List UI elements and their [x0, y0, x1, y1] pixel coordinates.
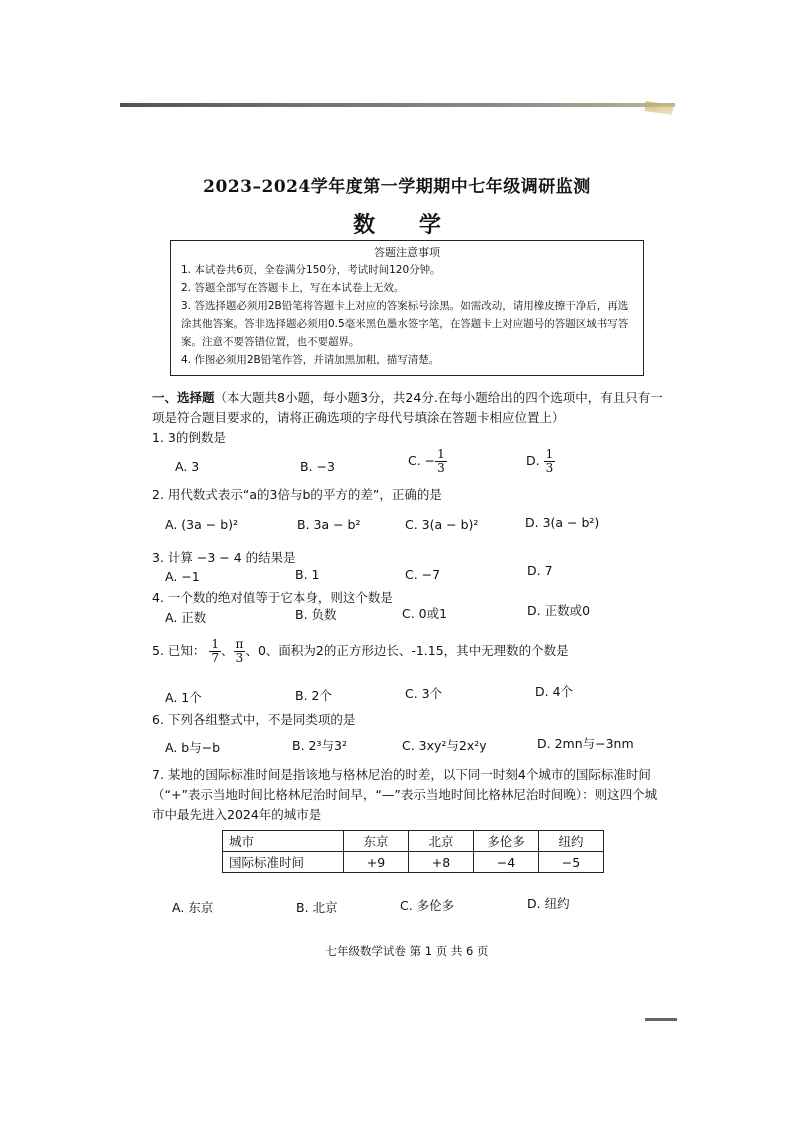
q1-option-b: B. −3	[300, 459, 335, 474]
table-cell: 东京	[344, 831, 409, 852]
table-row	[223, 831, 604, 852]
table-row	[223, 852, 604, 873]
table-cell: 北京	[409, 831, 474, 852]
q2-option-a: A. (3a − b)²	[165, 517, 239, 532]
section-heading-text: （本大题共8小题，每小题3分，共24分.在每小题给出的四个选项中，有且只有一项是符合题目要求的，请将正确选项的字母代号填涂在答题卡相应位置上）	[152, 390, 663, 425]
table-cell: +9	[344, 852, 409, 873]
q2-option-c: C. 3(a − b)²	[405, 517, 479, 532]
q5-option-b: B. 2个	[295, 688, 332, 703]
q6-option-d: D. 2mn与−3nm	[537, 736, 634, 751]
q5-suffix: 、0、面积为2的正方形边长、-1.15，其中无理数的个数是	[245, 643, 569, 658]
q7-option-a: A. 东京	[172, 900, 214, 915]
table-cell: −5	[539, 852, 604, 873]
q1-option-c-label: C. −	[408, 453, 436, 468]
fraction-denominator: 3	[235, 651, 244, 665]
question-2-stem: 2. 用代数式表示“a的3倍与b的平方的差”，正确的是	[152, 487, 442, 502]
q5-fraction-pi-3	[234, 638, 246, 665]
fraction-numerator: 1	[437, 447, 445, 461]
table-cell: −4	[474, 852, 539, 873]
question-1-stem: 1. 3的倒数是	[152, 430, 226, 445]
scan-edge-bottom	[645, 1018, 677, 1021]
table-header-time: 国际标准时间	[223, 852, 344, 873]
table-header-city: 城市	[223, 831, 344, 852]
fraction-denominator: 3	[545, 461, 554, 475]
q4-option-d: D. 正数或0	[527, 603, 591, 618]
subject-title: 数 学	[353, 212, 459, 238]
q4-option-b: B. 负数	[295, 607, 337, 622]
section-heading-label: 一、选择题	[152, 390, 215, 405]
table-cell: 纽约	[539, 831, 604, 852]
scan-edge-top	[120, 103, 675, 107]
q7-option-c: C. 多伦多	[400, 898, 455, 913]
q3-option-a: A. −1	[165, 569, 200, 584]
fraction-denominator: 7	[211, 651, 220, 665]
notice-title: 答题注意事项	[374, 246, 440, 259]
q1-option-a: A. 3	[175, 459, 200, 474]
q1-option-d-fraction	[544, 448, 556, 475]
q7-option-b: B. 北京	[296, 900, 338, 915]
q5-option-c: C. 3个	[405, 686, 443, 701]
question-4-stem: 4. 一个数的绝对值等于它本身，则这个数是	[152, 590, 393, 605]
fraction-numerator: 1	[211, 637, 220, 651]
q1-option-c	[408, 448, 447, 475]
notice-rule-3: 3. 答选择题必须用2B铅笔将答题卡上对应的答案标号涂黑。如需改动，请用橡皮擦干净后，再选涂其他答案。答非选择题必须用0.5毫米黑色墨水签字笔，在答题卡上对应题号的答题区域书写答案。注意不要答错位置，也不要超界。	[181, 300, 629, 348]
q4-option-a: A. 正数	[165, 610, 207, 625]
q5-prefix: 5. 已知：	[152, 643, 206, 658]
q6-option-b: B. 2³与3²	[292, 738, 347, 753]
q6-option-a: A. b与−b	[165, 740, 221, 755]
page-title: 2023–2024学年度第一学期期中七年级调研监测	[203, 177, 591, 197]
table-cell: 多伦多	[474, 831, 539, 852]
q1-option-c-fraction	[435, 448, 447, 475]
notice-rule-1: 1. 本试卷共6页，全卷满分150分，考试时间120分钟。	[181, 264, 441, 276]
q3-option-c: C. −7	[405, 567, 441, 582]
fraction-numerator: π	[235, 637, 244, 651]
q2-option-d: D. 3(a − b²)	[525, 515, 600, 530]
q4-option-c: C. 0或1	[402, 606, 448, 621]
q1-option-d-label: D.	[526, 453, 544, 468]
q3-option-b: B. 1	[295, 567, 320, 582]
notice-rule-2: 2. 答题全部写在答题卡上，写在本试卷上无效。	[181, 282, 405, 294]
question-5-stem: 5. 已知： $\frac{1}{7}$ 、 $\frac{\pi}{3}$ 、0、面积为2的正方形边长、-1.15，其中无理数的个数是	[152, 637, 569, 665]
fraction-numerator: 1	[545, 447, 554, 461]
question-7-stem: 7. 某地的国际标准时间是指该地与格林尼治的时差，以下同一时刻4个城市的国际标准时间（“+”表示当地时间比格林尼治时间早，“—”表示当地时间比格林尼治时间晚）：则这四个城市中最先进入2024年的城市是	[152, 767, 658, 822]
q5-option-d: D. 4个	[535, 684, 574, 699]
page-footer: 七年级数学试卷 第 1 页 共 6 页	[325, 944, 489, 958]
q5-option-a: A. 1个	[165, 690, 202, 705]
question-3-stem: 3. 计算 −3 − 4 的结果是	[152, 550, 296, 565]
notice-box	[170, 240, 644, 376]
fraction-denominator: 3	[437, 461, 445, 475]
q5-fraction-1-7	[209, 638, 221, 665]
timezone-table	[222, 830, 604, 873]
notice-rule-4: 4. 作图必须用2B铅笔作答，并请加黑加粗，描写清楚。	[181, 354, 440, 366]
section-heading	[152, 388, 672, 428]
table-cell: +8	[409, 852, 474, 873]
q1-option-d	[526, 448, 555, 475]
q2-option-b: B. 3a − b²	[297, 517, 361, 532]
q7-option-d: D. 纽约	[527, 896, 570, 911]
question-6-stem: 6. 下列各组整式中，不是同类项的是	[152, 712, 356, 727]
q3-option-d: D. 7	[527, 563, 553, 578]
q6-option-c: C. 3xy²与2x²y	[402, 738, 487, 753]
